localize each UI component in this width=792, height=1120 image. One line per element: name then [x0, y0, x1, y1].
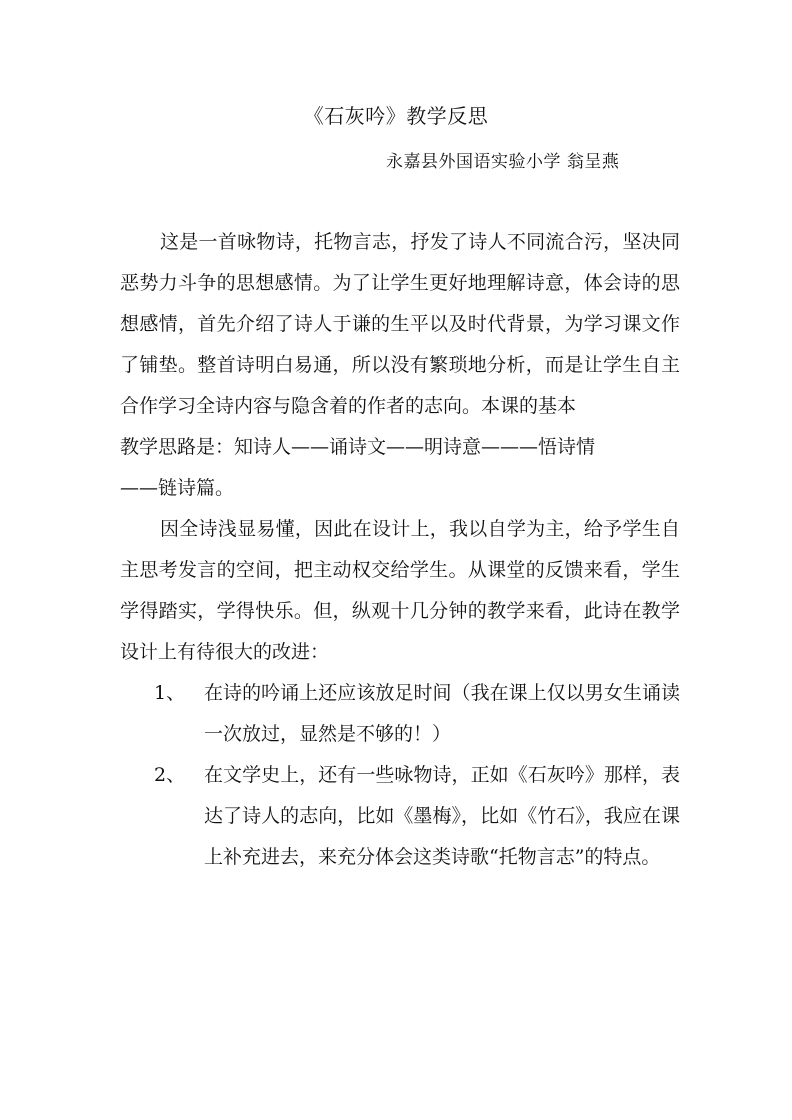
improvement-list — [120, 673, 680, 878]
list-item-2 — [120, 755, 680, 878]
paragraph-1: 这是一首咏物诗，托物言志，抒发了诗人不同流合污，坚决同恶势力斗争的思想感情。为了让学生更好地理解诗意，体会诗的思想感情，首先介绍了诗人于谦的生平以及时代背景，为学习课文作了铺垫。整首诗明白易通，所以没有繁琐地分析，而是让学生自主合作学习全诗内容与隐含着的作者的志向。本课的基本 — [120, 231, 680, 417]
document-author: 永嘉县外国语实验小学 翁呈燕 — [386, 152, 620, 172]
list-item-text: 在诗的吟诵上还应该放足时间（我在课上仅以男女生诵读一次放过，显然是不够的！） — [204, 682, 680, 745]
paragraph-2: 因全诗浅显易懂，因此在设计上，我以自学为主，给予学生自主思考发言的空间，把主动权交给学生。从课堂的反馈来看，学生学得踏实，学得快乐。但，纵观十几分钟的教学来看，此诗在教学设计上有待很大的改进： — [120, 518, 680, 663]
list-item-text: 在文学史上，还有一些咏物诗，正如《石灰吟》那样，表达了诗人的志向，比如《墨梅》，比如《竹石》，我应在课上补充进去，来充分体会这类诗歌“托物言志”的特点。 — [204, 764, 680, 868]
paragraph-1-line: 教学思路是：知诗人——诵诗文——明诗意———悟诗情 — [120, 436, 596, 458]
list-item-number: 1、 — [154, 682, 186, 704]
document-title: 《石灰吟》教学反思 — [303, 104, 489, 128]
document-body — [120, 222, 680, 878]
list-item-1 — [120, 673, 680, 755]
list-item-number: 2、 — [154, 764, 186, 786]
paragraph-1-end: ——链诗篇。 — [120, 477, 235, 499]
